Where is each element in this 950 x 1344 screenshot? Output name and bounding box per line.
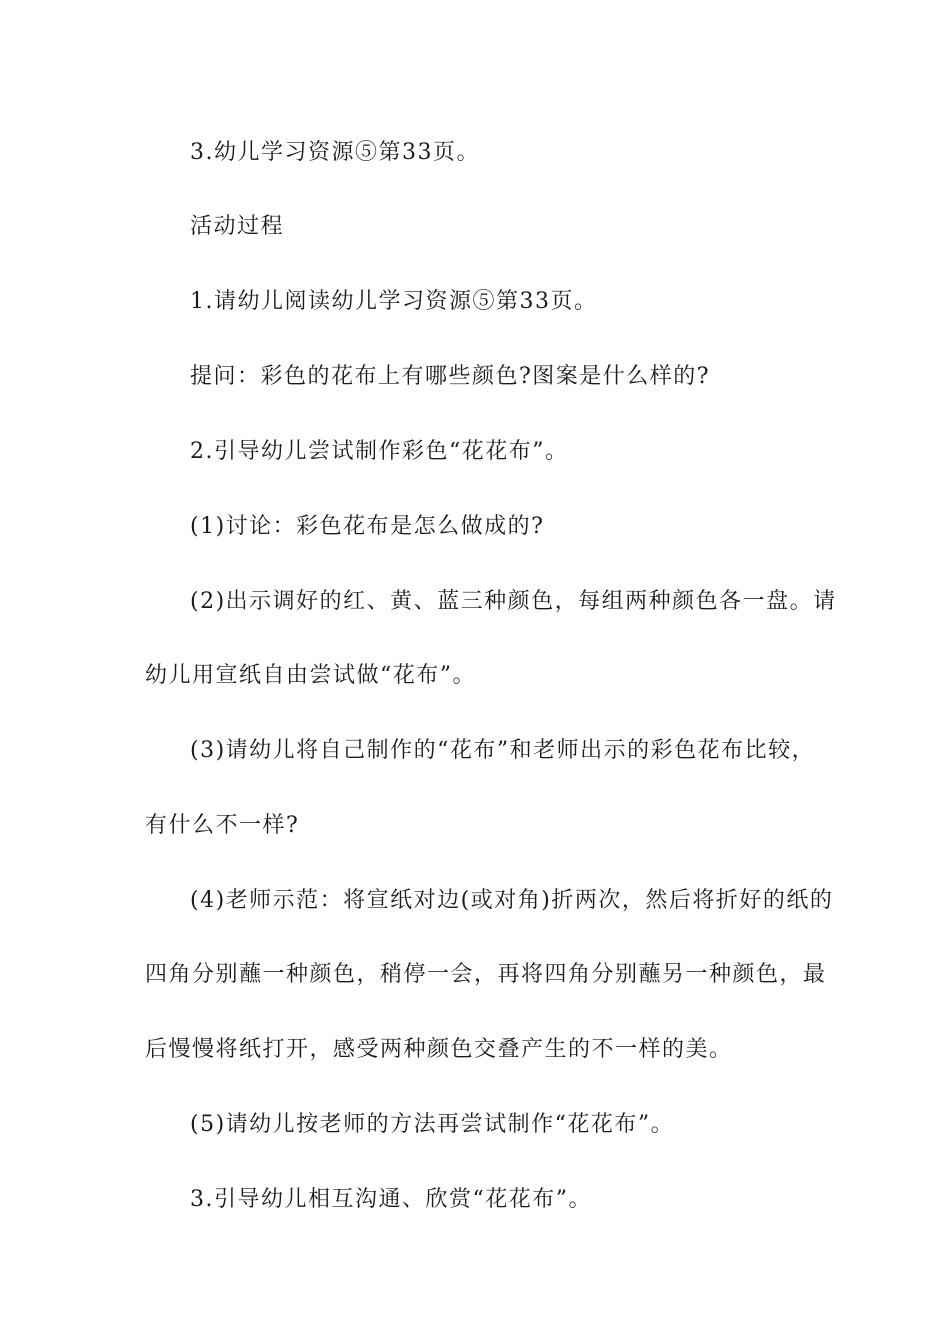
step-2-sub-3-continued: 有什么不一样? <box>145 813 300 838</box>
step-1-question: 提问：彩色的花布上有哪些颜色?图案是什么样的? <box>190 364 711 389</box>
material-item-3: 3.幼儿学习资源⑤第33页。 <box>190 140 480 165</box>
step-2-sub-3: (3)请幼儿将自己制作的“花布”和老师出示的彩色花布比较， <box>190 738 816 763</box>
step-2-sub-5: (5)请幼儿按老师的方法再尝试制作“花花布”。 <box>190 1112 675 1137</box>
step-2-sub-4-continued-2: 后慢慢将纸打开，感受两种颜色交叠产生的不一样的美。 <box>145 1037 733 1062</box>
step-2-sub-4-continued-1: 四角分别蘸一种颜色，稍停一会，再将四角分别蘸另一种颜色，最 <box>145 962 827 987</box>
section-heading-activity-process: 活动过程 <box>190 214 285 239</box>
step-1: 1.请幼儿阅读幼儿学习资源⑤第33页。 <box>190 289 598 314</box>
step-3: 3.引导幼儿相互沟通、欣赏“花花布”。 <box>190 1187 592 1212</box>
step-2-sub-2: (2)出示调好的红、黄、蓝三种颜色，每组两种颜色各一盘。请 <box>190 589 837 614</box>
step-2-sub-1: (1)讨论：彩色花布是怎么做成的? <box>190 514 545 539</box>
step-2-sub-2-continued: 幼儿用宣纸自由尝试做“花布”。 <box>145 663 476 688</box>
step-2: 2.引导幼儿尝试制作彩色“花花布”。 <box>190 439 569 464</box>
step-2-sub-4: (4)老师示范：将宣纸对边(或对角)折两次，然后将折好的纸的 <box>190 888 834 913</box>
